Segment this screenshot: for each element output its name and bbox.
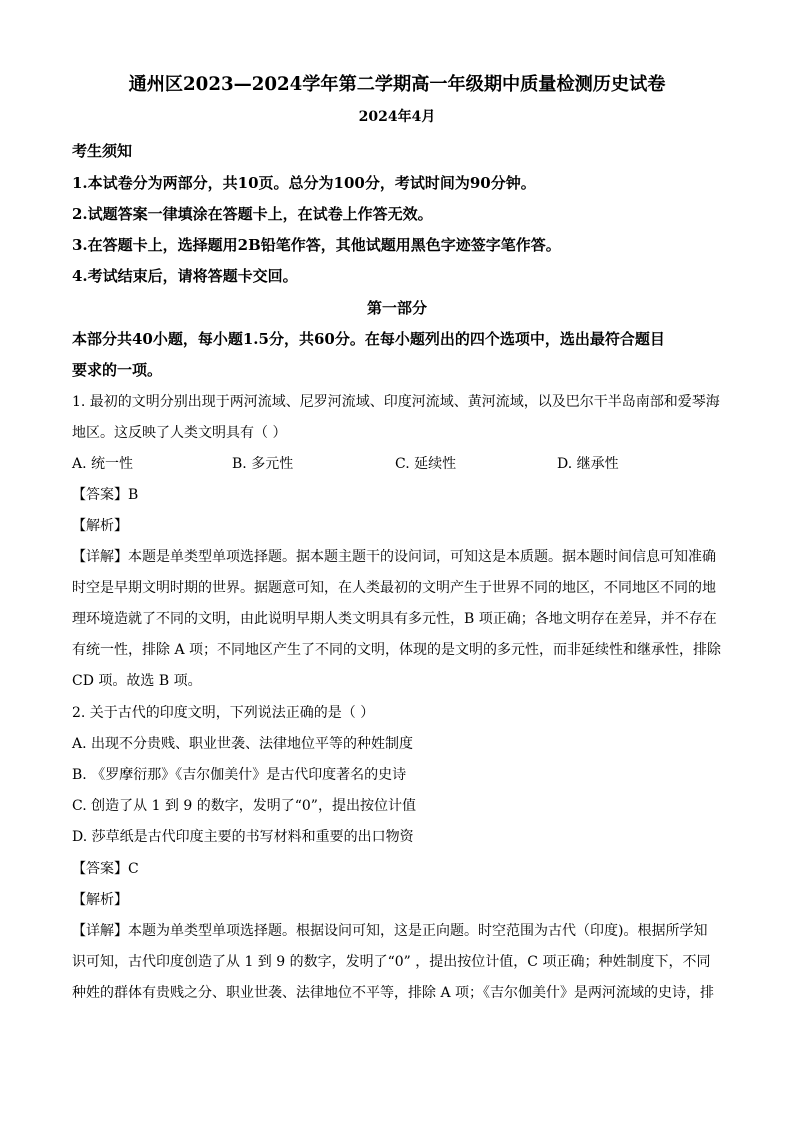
q1-detail-line5: CD 项。故选 B 项。 <box>72 673 202 689</box>
exam-date: 2024年4月 <box>358 109 436 125</box>
q1-option-b: B. 多元性 <box>232 456 294 472</box>
part1-intro-line2: 要求的一项。 <box>72 361 163 379</box>
q1-answer: 【答案】B <box>72 487 139 503</box>
page-title: 通州区2023—2024学年第二学期高一年级期中质量检测历史试卷 <box>128 74 666 95</box>
part1-intro-line1: 本部分共40小题，每小题1.5分，共60分。在每小题列出的四个选项中，选出最符合题目 <box>72 330 665 348</box>
q1-stem-line1: 1. 最初的文明分别出现于两河流域、尼罗河流域、印度河流域、黄河流域，以及巴尔干半岛南部和爱琴海 <box>72 394 720 410</box>
q1-detail-line3: 理环境造就了不同的文明，由此说明早期人类文明具有多元性，B 项正确；各地文明存在差异，并不存在 <box>72 611 717 627</box>
q1-stem-line2: 地区。这反映了人类文明具有（ ） <box>72 425 287 441</box>
q2-stem: 2. 关于古代的印度文明，下列说法正确的是（ ） <box>72 705 375 721</box>
q2-detail-line1: 【详解】本题为单类型单项选择题。根据设问可知，这是正向题。时空范围为古代（印度)。根据所学知 <box>72 923 708 939</box>
part1-heading: 第一部分 <box>366 299 427 317</box>
q2-answer: 【答案】C <box>72 861 139 877</box>
q2-option-b: B. 《罗摩衍那》《吉尔伽美什》是古代印度著名的史诗 <box>72 767 407 783</box>
q1-detail-line1: 【详解】本题是单类型单项选择题。据本题主题干的设问词，可知这是本质题。据本题时间信息可知准确 <box>72 549 716 565</box>
q2-analysis-label: 【解析】 <box>72 892 128 908</box>
q1-option-c: C. 延续性 <box>395 456 457 472</box>
q2-option-a: A. 出现不分贵贱、职业世袭、法律地位平等的种姓制度 <box>72 736 414 752</box>
q1-option-a: A. 统一性 <box>72 456 134 472</box>
notice-item-3: 3.在答题卡上，选择题用2B铅笔作答，其他试题用黑色字迹签字笔作答。 <box>72 236 561 254</box>
notice-item-2: 2.试题答案一律填涂在答题卡上，在试卷上作答无效。 <box>72 205 433 223</box>
q1-option-d: D. 继承性 <box>557 456 619 472</box>
q2-option-c: C. 创造了从 1 到 9 的数字，发明了“0”，提出按位计值 <box>72 798 416 814</box>
q1-detail-line4: 有统一性，排除 A 项；不同地区产生了不同的文明，体现的是文明的多元性，而非延续性和继承性，排除 <box>72 642 722 658</box>
notice-item-1: 1.本试卷分为两部分，共10页。总分为100分，考试时间为90分钟。 <box>72 174 536 192</box>
q1-detail-line2: 时空是早期文明时期的世界。据题意可知，在人类最初的文明产生于世界不同的地区，不同地区不同的地 <box>72 580 716 596</box>
q2-option-d: D. 莎草纸是古代印度主要的书写材料和重要的出口物资 <box>72 829 414 845</box>
notice-item-4: 4.考试结束后，请将答题卡交回。 <box>72 267 298 285</box>
q2-detail-line3: 种姓的群体有贵贱之分、职业世袭、法律地位不平等，排除 A 项；《吉尔伽美什》是两河流域的史诗，排 <box>72 985 715 1001</box>
notice-heading: 考生须知 <box>72 142 133 160</box>
q2-detail-line2: 识可知，古代印度创造了从 1 到 9 的数字，发明了“0” ，提出按位计值，C 项正确；种姓制度下，不同 <box>72 954 711 970</box>
q1-analysis-label: 【解析】 <box>72 518 128 534</box>
